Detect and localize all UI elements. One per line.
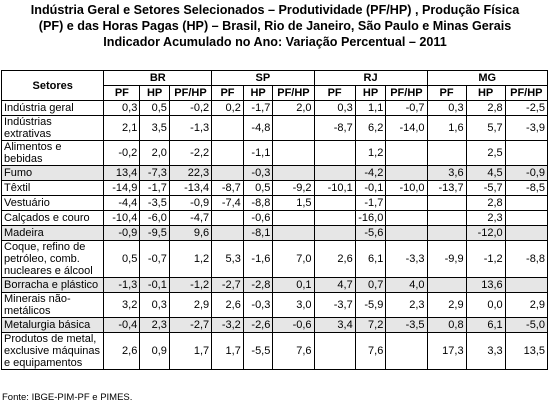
value-cell: 2,9 <box>505 293 547 318</box>
value-cell: -5,7 <box>466 181 505 196</box>
value-cell: -12,0 <box>466 226 505 241</box>
sector-name: Madeira <box>2 226 104 241</box>
value-cell: -9,9 <box>427 241 466 278</box>
value-cell: 1,7 <box>169 333 211 370</box>
subcolumn-header: PF/HP <box>273 86 314 101</box>
value-cell <box>505 141 547 166</box>
value-cell: 7,6 <box>355 333 386 370</box>
value-cell <box>386 211 427 226</box>
value-cell <box>386 333 427 370</box>
value-cell: -1,7 <box>243 101 273 116</box>
value-cell: 2,6 <box>314 241 355 278</box>
value-cell: -0,1 <box>355 181 386 196</box>
sectors-header: Setores <box>2 71 104 101</box>
title-line-1: Indústria Geral e Setores Selecionados – Produtividade (PF/HP) , Produção Física <box>30 3 520 17</box>
value-cell <box>212 211 244 226</box>
value-cell: 0,5 <box>243 181 273 196</box>
subcolumn-header: HP <box>355 86 386 101</box>
value-cell: 1,7 <box>212 333 244 370</box>
value-cell: -3,2 <box>212 318 244 333</box>
title-line-2: (PF) e das Horas Pagas (HP) – Brasil, Rio de Janeiro, São Paulo e Minas Gerais <box>38 19 512 33</box>
sector-name: Indústria geral <box>2 101 104 116</box>
value-cell: 4,5 <box>466 166 505 181</box>
sector-name: Borracha e plástico <box>2 278 104 293</box>
value-cell: -14,9 <box>104 181 140 196</box>
value-cell: -0,2 <box>104 141 140 166</box>
value-cell: -2,7 <box>212 278 244 293</box>
subcolumn-header: HP <box>140 86 170 101</box>
value-cell: 2,6 <box>212 293 244 318</box>
subcolumn-header: PF/HP <box>169 86 211 101</box>
value-cell: 0,5 <box>140 101 170 116</box>
value-cell: -8,7 <box>212 181 244 196</box>
value-cell: 0,3 <box>140 293 170 318</box>
value-cell: -16,0 <box>355 211 386 226</box>
value-cell: 13,4 <box>104 166 140 181</box>
value-cell: 4,0 <box>386 278 427 293</box>
value-cell: -5,0 <box>505 318 547 333</box>
sector-name: Têxtil <box>2 181 104 196</box>
value-cell: -2,7 <box>169 318 211 333</box>
value-cell: 0,3 <box>314 101 355 116</box>
value-cell <box>212 166 244 181</box>
value-cell: 3,0 <box>273 293 314 318</box>
value-cell: -2,5 <box>505 101 547 116</box>
value-cell: 0,3 <box>427 101 466 116</box>
value-cell: 0,9 <box>140 333 170 370</box>
value-cell <box>314 196 355 211</box>
value-cell: -7,3 <box>140 166 170 181</box>
value-cell: -10,1 <box>314 181 355 196</box>
value-cell: -14,0 <box>386 116 427 141</box>
value-cell: 13,6 <box>466 278 505 293</box>
subcolumn-header: PF <box>212 86 244 101</box>
subcolumn-header: HP <box>466 86 505 101</box>
value-cell: -5,5 <box>243 333 273 370</box>
value-cell: 17,3 <box>427 333 466 370</box>
sector-name: Coque, refino de petróleo, comb. nucleares e álcool <box>2 241 104 278</box>
value-cell: 1,2 <box>355 141 386 166</box>
table-row <box>2 101 548 116</box>
value-cell: -0,7 <box>140 241 170 278</box>
value-cell: 1,1 <box>355 101 386 116</box>
value-cell: 3,2 <box>104 293 140 318</box>
table-row <box>2 333 548 370</box>
value-cell: 3,4 <box>314 318 355 333</box>
value-cell: -1,1 <box>243 141 273 166</box>
value-cell: 2,3 <box>386 293 427 318</box>
value-cell: 6,1 <box>355 241 386 278</box>
table-row <box>2 293 548 318</box>
value-cell <box>386 141 427 166</box>
value-cell: 0,1 <box>273 278 314 293</box>
value-cell: 0,2 <box>212 101 244 116</box>
value-cell: -1,3 <box>104 278 140 293</box>
value-cell: 3,3 <box>466 333 505 370</box>
value-cell: -3,9 <box>505 116 547 141</box>
value-cell <box>212 226 244 241</box>
value-cell: 2,0 <box>140 141 170 166</box>
value-cell: -4,4 <box>104 196 140 211</box>
value-cell: 1,6 <box>427 116 466 141</box>
value-cell <box>314 166 355 181</box>
value-cell: -1,7 <box>355 196 386 211</box>
value-cell: -8,7 <box>314 116 355 141</box>
value-cell <box>314 211 355 226</box>
value-cell: -10,4 <box>104 211 140 226</box>
value-cell: 1,2 <box>169 241 211 278</box>
productivity-table <box>1 70 548 370</box>
value-cell <box>505 278 547 293</box>
value-cell: -1,6 <box>243 241 273 278</box>
value-cell: 5,3 <box>212 241 244 278</box>
value-cell: -4,8 <box>243 116 273 141</box>
value-cell <box>505 211 547 226</box>
value-cell: 2,8 <box>466 196 505 211</box>
table-row <box>2 211 548 226</box>
value-cell: -1,7 <box>140 181 170 196</box>
value-cell: -8,1 <box>243 226 273 241</box>
subcolumn-header: PF/HP <box>505 86 547 101</box>
value-cell <box>273 116 314 141</box>
region-header-rj: RJ <box>314 71 427 86</box>
value-cell: -8,8 <box>505 241 547 278</box>
value-cell <box>212 141 244 166</box>
value-cell: -9,2 <box>273 181 314 196</box>
value-cell: 0,5 <box>104 241 140 278</box>
subcolumn-header: HP <box>243 86 273 101</box>
value-cell: 2,5 <box>466 141 505 166</box>
value-cell: 3,6 <box>427 166 466 181</box>
value-cell: 2,6 <box>104 333 140 370</box>
value-cell <box>273 141 314 166</box>
value-cell: -0,9 <box>104 226 140 241</box>
value-cell: -3,5 <box>386 318 427 333</box>
value-cell: 5,7 <box>466 116 505 141</box>
value-cell: 6,2 <box>355 116 386 141</box>
subcolumn-header: PF <box>427 86 466 101</box>
source-note: Fonte: IBGE-PIM-PF e PIMES. <box>2 392 133 403</box>
value-cell: -1,2 <box>169 278 211 293</box>
table-row <box>2 278 548 293</box>
value-cell: 0,8 <box>427 318 466 333</box>
value-cell: -1,2 <box>466 241 505 278</box>
sector-name: Metalurgia básica <box>2 318 104 333</box>
region-header-mg: MG <box>427 71 547 86</box>
table-row <box>2 226 548 241</box>
table-row <box>2 318 548 333</box>
value-cell: -7,4 <box>212 196 244 211</box>
table-row <box>2 181 548 196</box>
subcolumn-header: PF/HP <box>386 86 427 101</box>
value-cell: -2,6 <box>243 318 273 333</box>
value-cell: 4,7 <box>314 278 355 293</box>
value-cell: -0,3 <box>243 293 273 318</box>
value-cell: 0,7 <box>355 278 386 293</box>
value-cell <box>273 166 314 181</box>
value-cell: -8,5 <box>505 181 547 196</box>
value-cell: 7,6 <box>273 333 314 370</box>
value-cell: -0,9 <box>505 166 547 181</box>
value-cell: -9,5 <box>140 226 170 241</box>
value-cell <box>427 211 466 226</box>
sector-name: Vestuário <box>2 196 104 211</box>
value-cell <box>314 141 355 166</box>
value-cell: 3,5 <box>140 116 170 141</box>
value-cell <box>427 141 466 166</box>
value-cell <box>505 196 547 211</box>
value-cell <box>427 278 466 293</box>
value-cell: 7,2 <box>355 318 386 333</box>
sector-name: Alimentos e bebidas <box>2 141 104 166</box>
value-cell: -4,2 <box>355 166 386 181</box>
value-cell: 22,3 <box>169 166 211 181</box>
value-cell: -0,9 <box>169 196 211 211</box>
value-cell <box>314 333 355 370</box>
value-cell <box>505 226 547 241</box>
value-cell: -0,7 <box>386 101 427 116</box>
value-cell <box>314 226 355 241</box>
value-cell: 2,3 <box>140 318 170 333</box>
value-cell: -2,8 <box>243 278 273 293</box>
value-cell: -5,6 <box>355 226 386 241</box>
table-row <box>2 196 548 211</box>
value-cell: 0,3 <box>104 101 140 116</box>
value-cell <box>427 226 466 241</box>
table-row <box>2 241 548 278</box>
value-cell: 2,9 <box>427 293 466 318</box>
value-cell: 0,0 <box>466 293 505 318</box>
value-cell: 2,1 <box>104 116 140 141</box>
value-cell <box>212 116 244 141</box>
value-cell: -0,1 <box>140 278 170 293</box>
table-row <box>2 166 548 181</box>
sector-name: Calçados e couro <box>2 211 104 226</box>
value-cell: -10,0 <box>386 181 427 196</box>
subcolumn-header: PF <box>104 86 140 101</box>
region-header-br: BR <box>104 71 212 86</box>
value-cell: -13,4 <box>169 181 211 196</box>
value-cell: 2,0 <box>273 101 314 116</box>
value-cell: 2,9 <box>169 293 211 318</box>
value-cell: -13,7 <box>427 181 466 196</box>
value-cell: -5,9 <box>355 293 386 318</box>
value-cell: -8,8 <box>243 196 273 211</box>
title-line-3: Indicador Acumulado no Ano: Variação Percentual – 2011 <box>103 35 447 49</box>
value-cell: -6,0 <box>140 211 170 226</box>
value-cell: -4,7 <box>169 211 211 226</box>
region-header-sp: SP <box>212 71 314 86</box>
value-cell <box>273 211 314 226</box>
value-cell: -0,6 <box>273 318 314 333</box>
value-cell: 1,5 <box>273 196 314 211</box>
value-cell: 7,0 <box>273 241 314 278</box>
sector-name: Fumo <box>2 166 104 181</box>
value-cell: -3,3 <box>386 241 427 278</box>
subcolumn-header: PF <box>314 86 355 101</box>
value-cell: -0,4 <box>104 318 140 333</box>
value-cell: -3,5 <box>140 196 170 211</box>
value-cell: 2,8 <box>466 101 505 116</box>
value-cell: -0,3 <box>243 166 273 181</box>
value-cell: 6,1 <box>466 318 505 333</box>
value-cell <box>427 196 466 211</box>
value-cell: -0,6 <box>243 211 273 226</box>
sector-name: Indústrias extrativas <box>2 116 104 141</box>
value-cell <box>273 226 314 241</box>
table-row <box>2 141 548 166</box>
value-cell <box>386 226 427 241</box>
value-cell: -3,7 <box>314 293 355 318</box>
sector-name: Produtos de metal, exclusive máquinas e equipamentos <box>2 333 104 370</box>
table-title <box>0 2 550 50</box>
value-cell: 9,6 <box>169 226 211 241</box>
value-cell <box>386 166 427 181</box>
value-cell: -0,2 <box>169 101 211 116</box>
value-cell: -1,3 <box>169 116 211 141</box>
table-row <box>2 116 548 141</box>
value-cell: 13,5 <box>505 333 547 370</box>
value-cell <box>386 196 427 211</box>
value-cell: 2,3 <box>466 211 505 226</box>
value-cell: -2,2 <box>169 141 211 166</box>
sector-name: Minerais não-metálicos <box>2 293 104 318</box>
